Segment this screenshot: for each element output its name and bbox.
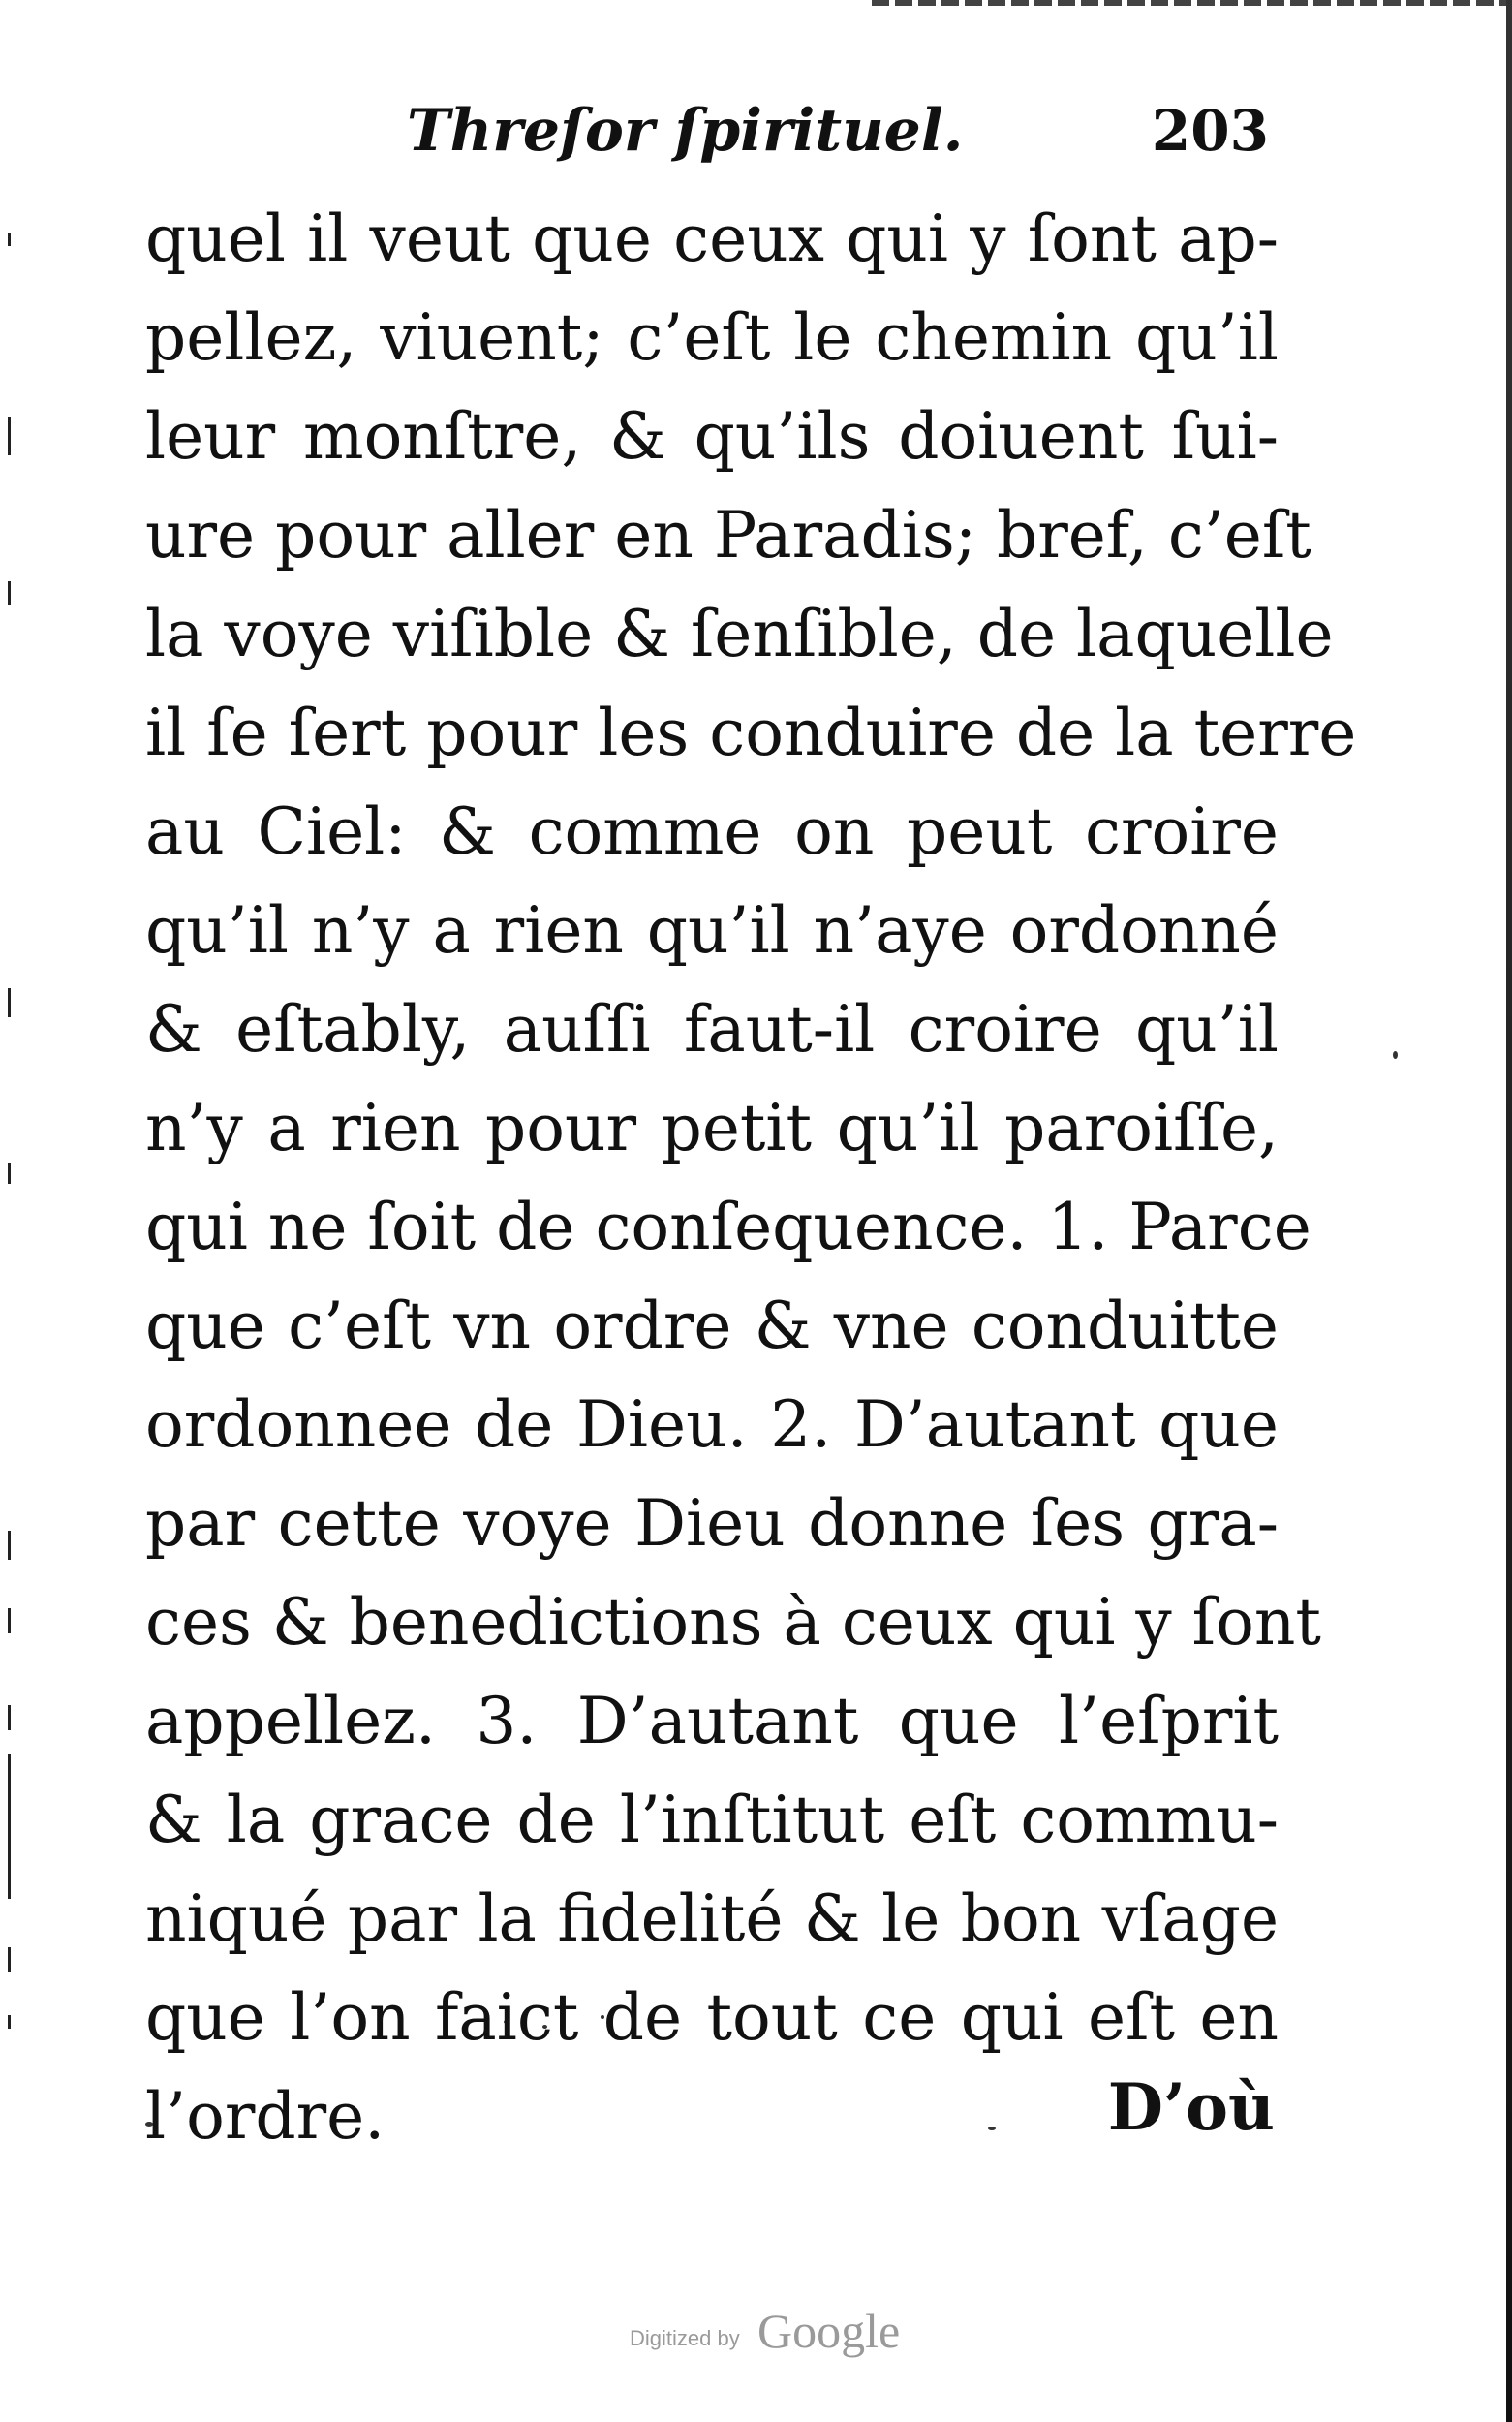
text-line: n’y a rien pour petit qu’il paroiſſe, (145, 1091, 1279, 1165)
ink-speck (1393, 1051, 1398, 1059)
margin-mark (8, 581, 11, 605)
text-line: il ſe ſert pour les conduire de la terre (145, 696, 1357, 770)
text-line: & la grace de l’inſtitut eſt commu- (145, 1783, 1279, 1857)
running-title: Threſor ſpirituel. (407, 97, 964, 165)
scan-edge-right (1506, 0, 1512, 2422)
text-line: ure pour aller en Paradis; bref, c’eſt (145, 498, 1311, 573)
text-line: que c’eſt vn ordre & vne conduitte (145, 1289, 1279, 1363)
text-line: au Ciel: & comme on peut croire (145, 794, 1279, 869)
page-number: 203 (1151, 98, 1269, 164)
text-line: quel il veut que ceux qui y ſont ap- (145, 202, 1279, 276)
margin-mark (8, 1754, 11, 1899)
text-line: la voye viſible & ſenſible, de laquelle (145, 597, 1334, 671)
margin-mark (8, 1947, 11, 1972)
body-text (145, 190, 1357, 2166)
watermark-prefix: Digitized by (630, 2326, 740, 2350)
text-line: pellez, viuent; c’eſt le chemin qu’il (145, 300, 1279, 375)
catchword: D’où (1107, 2069, 1275, 2145)
margin-mark (8, 2015, 11, 2029)
text-line: & eſtably, auſſi faut-il croire qu’il (145, 992, 1279, 1067)
margin-mark (8, 1163, 11, 1184)
text-line: leur monſtre, & qu’ils doiuent ſui- (145, 399, 1279, 474)
margin-mark (8, 233, 11, 246)
text-line: qu’il n’y a rien qu’il n’aye ordonné (145, 893, 1279, 968)
running-head (407, 87, 1298, 174)
text-line: niqué par la fidelité & le bon vſage (145, 1881, 1279, 1956)
text-line: l’ordre. (145, 2079, 386, 2154)
text-line: que l’on faict de tout ce qui eſt en (145, 1980, 1279, 2055)
text-line: par cette voye Dieu donne ſes gra- (145, 1486, 1279, 1561)
text-line: qui ne ſoit de conſequence. 1. Parce (145, 1190, 1311, 1264)
margin-mark (8, 1531, 11, 1560)
scan-edge-top (872, 0, 1512, 6)
google-logo: Google (757, 2304, 901, 2358)
digitization-watermark (630, 2301, 949, 2359)
margin-mark (8, 417, 11, 455)
text-line: appellez. 3. D’autant que l’eſprit (145, 1684, 1279, 1758)
text-line: ces & benedictions à ceux qui y ſont (145, 1585, 1321, 1660)
margin-mark (8, 1608, 11, 1633)
text-line: ordonnee de Dieu. 2. D’autant que (145, 1387, 1279, 1462)
margin-mark (8, 1705, 11, 1730)
margin-mark (8, 988, 11, 1017)
